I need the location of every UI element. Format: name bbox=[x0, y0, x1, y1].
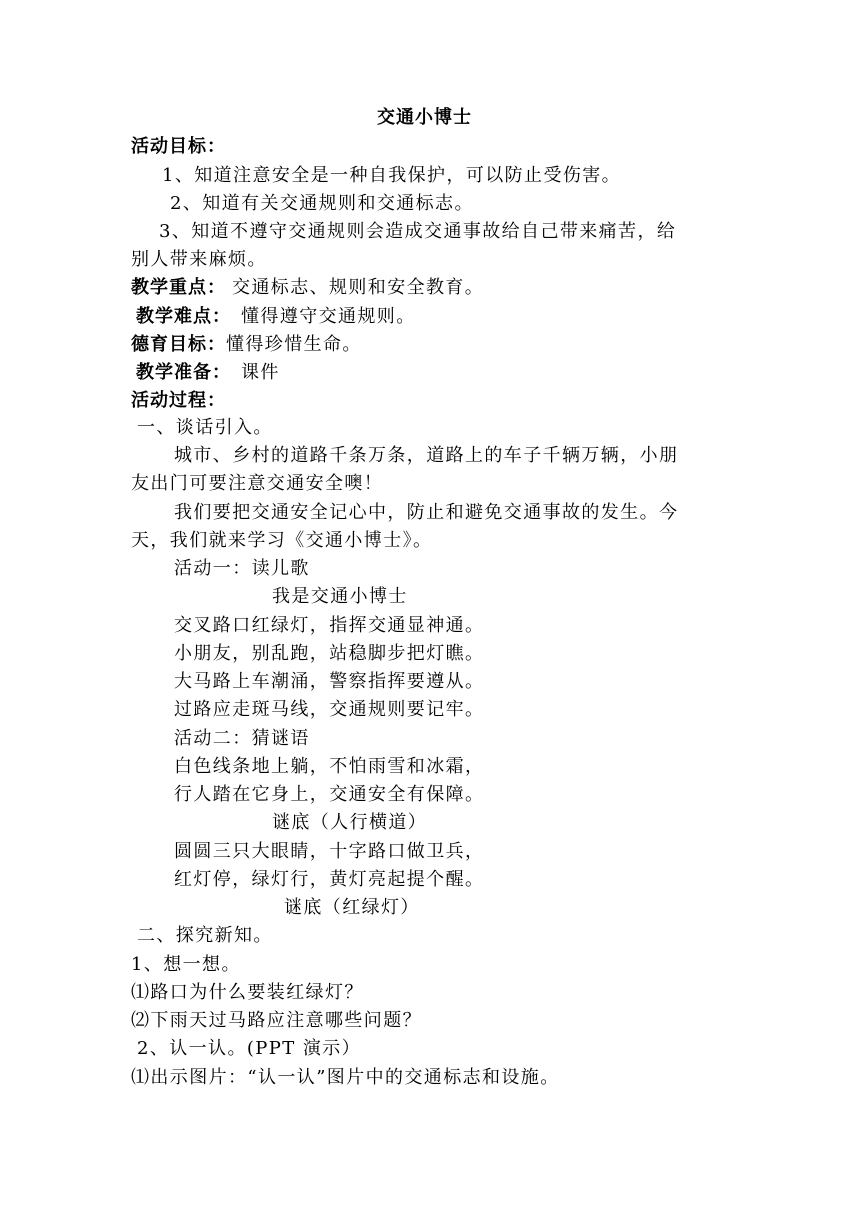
difficulty-text: 懂得遵守交通规则。 bbox=[241, 306, 416, 327]
moral-goal bbox=[131, 333, 362, 357]
poem-line-1: 交叉路口红绿灯，指挥交通显神通。 bbox=[174, 615, 485, 636]
activity-2-heading: 活动二：猜谜语 bbox=[174, 728, 310, 749]
teaching-prep-text: 课件 bbox=[241, 362, 280, 383]
teaching-prep-label: 教学准备： bbox=[136, 362, 231, 383]
goal-item-3: 3、知道不遵守交通规则会造成交通事故给自己带来痛苦，给 bbox=[159, 221, 677, 242]
teaching-prep bbox=[136, 361, 280, 385]
riddle-2-line-2: 红灯停，绿灯行，黄灯亮起提个醒。 bbox=[174, 869, 485, 890]
intro-para-2: 我们要把交通安全记心中，防止和避免交通事故的发生。今 bbox=[174, 502, 679, 523]
key-points bbox=[131, 276, 484, 300]
riddle-1-line-2: 行人踏在它身上，交通安全有保障。 bbox=[174, 784, 485, 805]
question-2: ⑵下雨天过马路应注意哪些问题？ bbox=[131, 1010, 422, 1031]
goal-item-1: 1、知道注意安全是一种自我保护，可以防止受伤害。 bbox=[162, 165, 622, 186]
question-1: ⑴路口为什么要装红绿灯？ bbox=[131, 982, 364, 1003]
key-points-label: 教学重点： bbox=[131, 277, 226, 298]
difficulty bbox=[136, 305, 416, 329]
difficulty-label: 教学难点： bbox=[136, 306, 231, 327]
goal-item-3-cont: 别人带来麻烦。 bbox=[131, 249, 267, 270]
think-heading: 1、想一想。 bbox=[131, 954, 241, 975]
moral-goal-label: 德育目标： bbox=[131, 334, 226, 355]
poem-line-4: 过路应走斑马线，交通规则要记牢。 bbox=[174, 699, 485, 720]
key-points-text: 交通标志、规则和安全教育。 bbox=[232, 277, 485, 298]
poem-line-2: 小朋友，别乱跑，站稳脚步把灯瞧。 bbox=[174, 643, 485, 664]
activity-1-heading: 活动一：读儿歌 bbox=[174, 558, 310, 579]
intro-para-2-cont: 天，我们就来学习《交通小博士》。 bbox=[131, 530, 433, 551]
goal-heading: 活动目标： bbox=[131, 136, 226, 157]
process-heading: 活动过程： bbox=[131, 390, 226, 411]
riddle-1-line-1: 白色线条地上躺，不怕雨雪和冰霜， bbox=[174, 756, 485, 777]
riddle-2-answer: 谜底（红绿灯） bbox=[284, 897, 420, 918]
page-title: 交通小博士 bbox=[377, 107, 472, 128]
riddle-2-line-1: 圆圆三只大眼睛，十字路口做卫兵， bbox=[174, 841, 485, 862]
intro-para-1: 城市、乡村的道路千条万条，道路上的车子千辆万辆，小朋 bbox=[174, 445, 679, 466]
poem-line-3: 大马路上车潮涌，警察指挥要遵从。 bbox=[174, 671, 485, 692]
poem-title: 我是交通小博士 bbox=[272, 586, 408, 607]
riddle-1-answer: 谜底（人行横道） bbox=[272, 812, 428, 833]
recognize-heading: 2、认一认。(PPT 演示） bbox=[137, 1038, 362, 1059]
section-1-heading: 一、谈话引入。 bbox=[137, 417, 273, 438]
show-pictures: ⑴出示图片：“认一认”图片中的交通标志和设施。 bbox=[131, 1067, 560, 1088]
moral-goal-text: 懂得珍惜生命。 bbox=[226, 334, 362, 355]
section-2-heading: 二、探究新知。 bbox=[137, 925, 273, 946]
intro-para-1-cont: 友出门可要注意交通安全噢！ bbox=[131, 473, 384, 494]
goal-item-2: 2、知道有关交通规则和交通标志。 bbox=[170, 193, 474, 214]
